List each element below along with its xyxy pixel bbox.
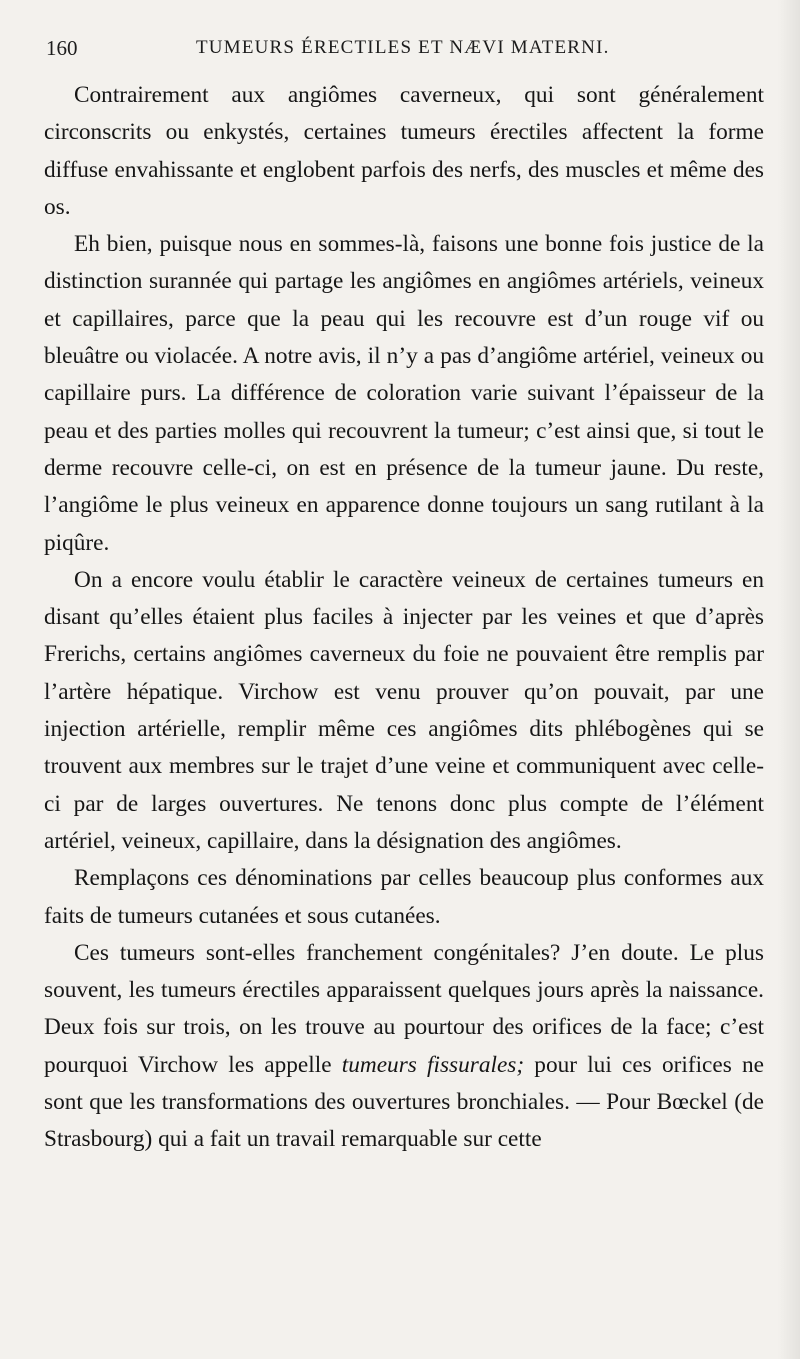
body-text <box>44 77 764 1159</box>
paragraph: Contrairement aux angiômes caverneux, qui sont généralement circonscrits ou enkystés, certaines tumeurs érectiles affectent la forme diffuse envahissante et englobent parfois des nerfs, des muscles et même des os. <box>44 82 764 220</box>
paragraph: On a encore voulu établir le caractère veineux de certaines tumeurs en disant qu’elles étaient plus faciles à injecter par les veines et que d’après Frerichs, certains angiômes caverneux du foie ne pouvaient être remplis par l’artère hépatique. Virchow est venu prouver qu’on pouvait, par une injection artérielle, remplir même ces angiômes dits phlébogènes qui se trouvent aux membres sur le trajet d’une veine et communiquent avec celle-ci par de larges ouvertures. Ne tenons donc plus compte de l’élément artériel, veineux, capillaire, dans la désignation des angiômes. <box>44 566 764 854</box>
running-title: TUMEURS ÉRECTILES ET NÆVI MATERNI. <box>196 37 610 58</box>
paragraph-text: pour lui ces orifices ne sont que les transformations des ouvertures bronchiales. — Pour Bœckel (de Strasbourg) qui a fait un travail remarquable sur cette <box>44 1051 764 1153</box>
page-number: 160 <box>46 36 78 60</box>
running-head <box>46 36 766 64</box>
paragraph-text: Ces tumeurs sont-elles franchement congénitales? J’en doute. Le plus souvent, les tumeurs érectiles apparaissent quelques jours après la naissance. Deux fois sur trois, on les trouve au pourtour des orifices de la face; c’est pourquoi Virchow les appelle <box>44 939 764 1078</box>
italic-term: tumeurs fissurales; <box>341 1051 525 1078</box>
paragraph: Remplaçons ces dénominations par celles beaucoup plus conformes aux faits de tumeurs cutanées et sous cutanées. <box>44 865 764 929</box>
paragraph: Eh bien, puisque nous en sommes-là, faisons une bonne fois justice de la distinction surannée qui partage les angiômes en angiômes artériels, veineux et capillaires, parce que la peau qui les recouvre est d’un rouge vif ou bleuâtre ou violacée. A notre avis, il n’y a pas d’angiôme artériel, veineux ou capillaire purs. La différence de coloration varie suivant l’épaisseur de la peau et des parties molles qui recouvrent la tumeur; c’est ainsi que, si tout le derme recouvre celle-ci, on est en présence de la tumeur jaune. Du reste, l’angiôme le plus veineux en apparence donne toujours un sang rutilant à la piqûre. <box>44 231 764 556</box>
paragraph <box>44 935 764 1159</box>
